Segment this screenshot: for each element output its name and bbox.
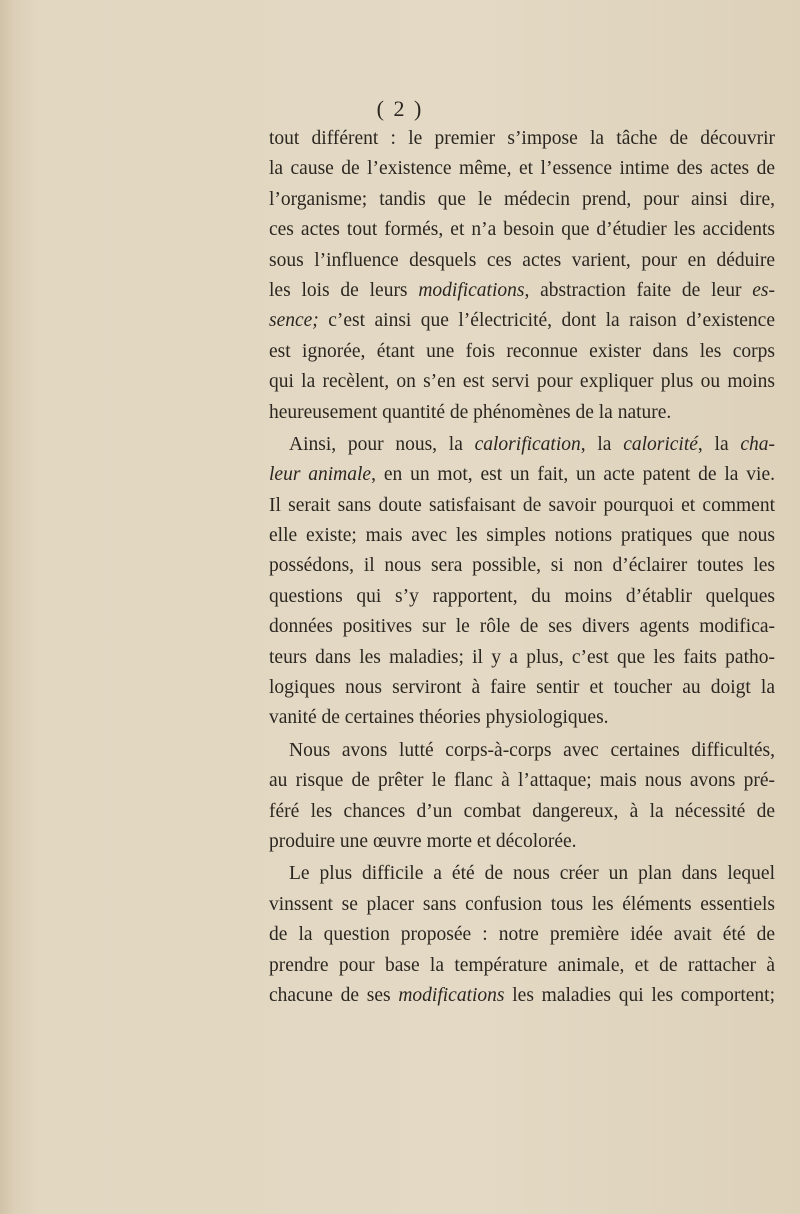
text-line: de la question proposée : notre première idée avait été de — [269, 924, 775, 946]
text-line: produire une œuvre morte et décolorée. — [269, 830, 577, 852]
text-line: elle existe; mais avec les simples notions pratiques que nous — [269, 525, 775, 547]
text-line: l’organisme; tandis que le médecin prend, pour ainsi dire, — [269, 188, 775, 210]
text-line: sence; c’est ainsi que l’électricité, dont la raison d’existence — [269, 310, 775, 332]
text-line: est ignorée, étant une fois reconnue exister dans les corps — [269, 340, 775, 362]
text-line: leur animale, en un mot, est un fait, un acte patent de la vie. — [269, 464, 776, 486]
text-line: qui la recèlent, on s’en est servi pour expliquer plus ou moins — [269, 371, 775, 393]
text-line: logiques nous serviront à faire sentir et toucher au doigt la — [269, 677, 775, 699]
page-number: ( 2 ) — [376, 96, 424, 121]
text-line: vanité de certaines théories physiologiques. — [269, 707, 609, 729]
text-line: féré les chances d’un combat dangereux, à la nécessité de — [269, 800, 775, 822]
text-line: sous l’influence desquels ces actes varient, pour en déduire — [269, 249, 775, 271]
text-line: données positives sur le rôle de ses divers agents modifica- — [269, 616, 775, 638]
text-line: Le plus difficile a été de nous créer un plan dans lequel — [289, 863, 775, 885]
text-line: teurs dans les maladies; il y a plus, c’est que les faits patho- — [269, 646, 775, 668]
text-line: la cause de l’existence même, et l’essence intime des actes de — [269, 158, 775, 180]
body-text — [269, 124, 775, 1011]
text-line: prendre pour base la température animale, et de rattacher à — [269, 954, 775, 976]
text-line: ces actes tout formés, et n’a besoin que d’étudier les accidents — [269, 219, 775, 241]
text-line: questions qui s’y rapportent, du moins d’établir quelques — [269, 585, 775, 607]
text-line: Il serait sans doute satisfaisant de savoir pourquoi et comment — [269, 494, 775, 516]
text-line: Ainsi, pour nous, la calorification, la caloricité, la cha- — [289, 433, 775, 455]
text-line: au risque de prêter le flanc à l’attaque; mais nous avons pré- — [269, 770, 775, 792]
text-line: possédons, il nous sera possible, si non d’éclairer toutes les — [269, 555, 775, 577]
text-line: Nous avons lutté corps-à-corps avec certaines difficultés, — [289, 739, 775, 761]
text-line: les lois de leurs modifications, abstraction faite de leur es- — [269, 279, 775, 301]
text-line: tout différent : le premier s’impose la tâche de découvrir — [269, 128, 775, 149]
text-line: chacune de ses modifications les maladies qui les comportent; — [269, 984, 775, 1006]
text-line: vinssent se placer sans confusion tous les éléments essentiels — [269, 893, 775, 915]
text-line: heureusement quantité de phénomènes de la nature. — [269, 401, 672, 423]
